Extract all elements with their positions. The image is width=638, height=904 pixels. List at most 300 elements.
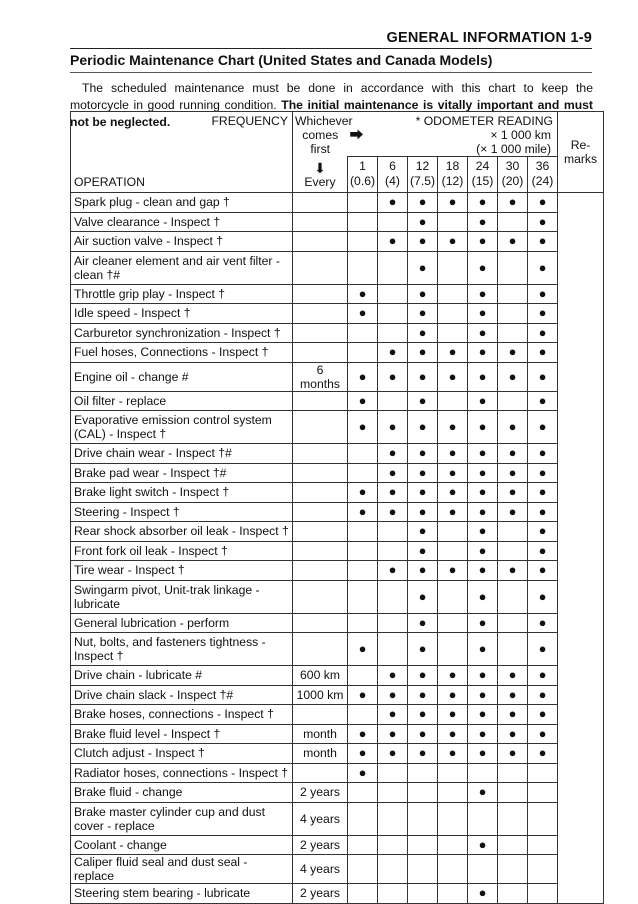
interval-mark: ● — [408, 580, 438, 613]
table-row — [71, 411, 604, 444]
remarks-label-1: Re- — [570, 138, 591, 152]
interval-mark: ● — [378, 362, 408, 391]
interval-mark: ● — [498, 343, 528, 363]
interval-mark: ● — [498, 666, 528, 686]
interval-mark: ● — [438, 666, 468, 686]
interval-mark: ● — [438, 724, 468, 744]
every-cell — [293, 391, 348, 411]
interval-mark: ● — [438, 463, 468, 483]
operation-cell: Coolant - change — [71, 835, 293, 855]
interval-mark: ● — [468, 232, 498, 252]
operation-cell: Drive chain wear - Inspect †# — [71, 444, 293, 464]
interval-empty — [438, 304, 468, 324]
every-cell — [293, 251, 348, 284]
section-header: GENERAL INFORMATION 1-9 — [386, 30, 592, 46]
interval-mark: ● — [378, 411, 408, 444]
every-cell — [293, 541, 348, 561]
interval-empty — [348, 855, 378, 884]
every-cell — [293, 193, 348, 213]
table-row — [71, 304, 604, 324]
odometer-km-value: 1 — [359, 159, 366, 173]
interval-mark: ● — [528, 724, 558, 744]
interval-mark: ● — [408, 633, 438, 666]
interval-mark: ● — [378, 705, 408, 725]
interval-empty — [528, 802, 558, 835]
interval-mark: ● — [348, 724, 378, 744]
operation-cell: Carburetor synchronization - Inspect † — [71, 323, 293, 343]
interval-mark: ● — [468, 522, 498, 542]
interval-empty — [408, 802, 438, 835]
operation-cell: Air cleaner element and air vent filter - clean †# — [71, 251, 293, 284]
interval-empty — [438, 783, 468, 803]
interval-mark: ● — [408, 444, 438, 464]
odometer-mile-value: (7.5) — [410, 174, 436, 188]
interval-empty — [498, 212, 528, 232]
remarks-cell — [558, 685, 604, 705]
interval-mark: ● — [468, 444, 498, 464]
every-cell: month — [293, 744, 348, 764]
every-cell — [293, 304, 348, 324]
intro-bold-text: The initial maintenance is vitally important and must not be neglected. — [70, 98, 593, 129]
every-cell — [293, 232, 348, 252]
interval-mark: ● — [378, 685, 408, 705]
interval-empty — [498, 613, 528, 633]
interval-empty — [498, 522, 528, 542]
interval-empty — [348, 666, 378, 686]
interval-empty — [378, 323, 408, 343]
remarks-cell — [558, 232, 604, 252]
table-row — [71, 391, 604, 411]
every-cell: 4 years — [293, 855, 348, 884]
remarks-cell — [558, 724, 604, 744]
interval-empty — [438, 391, 468, 411]
odometer-mile-value: (15) — [471, 174, 494, 188]
interval-mark: ● — [468, 323, 498, 343]
table-row — [71, 666, 604, 686]
interval-mark: ● — [468, 835, 498, 855]
odometer-label: * ODOMETER READING — [415, 114, 554, 128]
odometer-header — [348, 112, 558, 157]
operation-cell: Steering - Inspect † — [71, 502, 293, 522]
every-cell — [293, 343, 348, 363]
interval-mark: ● — [528, 705, 558, 725]
interval-empty — [348, 232, 378, 252]
every-cell: 2 years — [293, 783, 348, 803]
remarks-header — [558, 112, 604, 193]
interval-mark: ● — [468, 463, 498, 483]
interval-mark: ● — [468, 783, 498, 803]
header-rule — [70, 48, 592, 49]
every-cell — [293, 613, 348, 633]
odometer-mile-value: (4) — [385, 174, 400, 188]
operation-cell: Radiator hoses, connections - Inspect † — [71, 763, 293, 783]
interval-mark: ● — [438, 561, 468, 581]
remarks-cell — [558, 193, 604, 213]
km-unit-label: × 1 000 km — [490, 128, 552, 142]
interval-mark: ● — [528, 561, 558, 581]
remarks-cell — [558, 343, 604, 363]
interval-mark: ● — [498, 362, 528, 391]
table-row — [71, 763, 604, 783]
interval-mark: ● — [468, 391, 498, 411]
interval-empty — [498, 633, 528, 666]
interval-mark: ● — [348, 483, 378, 503]
odometer-km-value: 24 — [475, 159, 490, 173]
operation-cell: Caliper fluid seal and dust seal - replace — [71, 855, 293, 884]
interval-empty — [378, 763, 408, 783]
interval-empty — [528, 763, 558, 783]
table-row — [71, 744, 604, 764]
table-row — [71, 613, 604, 633]
interval-mark: ● — [528, 613, 558, 633]
interval-empty — [408, 763, 438, 783]
remarks-cell — [558, 522, 604, 542]
interval-empty — [348, 783, 378, 803]
interval-mark: ● — [498, 685, 528, 705]
interval-mark: ● — [408, 561, 438, 581]
interval-mark: ● — [498, 463, 528, 483]
interval-empty — [378, 884, 408, 904]
interval-mark: ● — [408, 724, 438, 744]
every-cell — [293, 580, 348, 613]
interval-empty — [348, 323, 378, 343]
odometer-km-value: 36 — [535, 159, 550, 173]
every-cell — [293, 411, 348, 444]
interval-empty — [378, 251, 408, 284]
whichever-line-2: comes — [302, 128, 339, 142]
interval-mark: ● — [438, 193, 468, 213]
interval-mark: ● — [498, 744, 528, 764]
interval-mark: ● — [468, 362, 498, 391]
interval-mark: ● — [378, 193, 408, 213]
every-cell: 2 years — [293, 884, 348, 904]
interval-mark: ● — [438, 343, 468, 363]
interval-empty — [348, 444, 378, 464]
remarks-cell — [558, 362, 604, 391]
interval-mark: ● — [468, 541, 498, 561]
interval-mark: ● — [528, 483, 558, 503]
interval-empty — [438, 633, 468, 666]
odometer-km-value: 12 — [415, 159, 430, 173]
interval-mark: ● — [468, 304, 498, 324]
interval-mark: ● — [468, 685, 498, 705]
interval-mark: ● — [528, 212, 558, 232]
every-cell — [293, 323, 348, 343]
interval-mark: ● — [348, 284, 378, 304]
interval-mark: ● — [528, 444, 558, 464]
whichever-line-3: first — [310, 142, 331, 156]
interval-mark: ● — [408, 522, 438, 542]
interval-empty — [378, 835, 408, 855]
interval-empty — [498, 884, 528, 904]
interval-empty — [528, 835, 558, 855]
operation-cell: Fuel hoses, Connections - Inspect † — [71, 343, 293, 363]
interval-mark: ● — [378, 463, 408, 483]
remarks-cell — [558, 835, 604, 855]
odometer-column-header — [468, 157, 498, 193]
interval-mark: ● — [528, 666, 558, 686]
every-cell: 6 months — [293, 362, 348, 391]
interval-mark: ● — [528, 541, 558, 561]
odometer-column-header — [408, 157, 438, 193]
interval-mark: ● — [378, 444, 408, 464]
table-row — [71, 343, 604, 363]
table-row — [71, 284, 604, 304]
operation-cell: Nut, bolts, and fasteners tightness - Inspect † — [71, 633, 293, 666]
interval-mark: ● — [528, 463, 558, 483]
interval-mark: ● — [498, 705, 528, 725]
interval-mark: ● — [378, 666, 408, 686]
interval-empty — [438, 284, 468, 304]
maintenance-chart — [70, 111, 604, 904]
remarks-cell — [558, 855, 604, 884]
remarks-cell — [558, 541, 604, 561]
interval-mark: ● — [498, 724, 528, 744]
interval-mark: ● — [438, 444, 468, 464]
interval-mark: ● — [348, 685, 378, 705]
table-row — [71, 212, 604, 232]
interval-mark: ● — [348, 304, 378, 324]
interval-empty — [378, 802, 408, 835]
interval-empty — [348, 580, 378, 613]
every-cell — [293, 284, 348, 304]
interval-empty — [348, 802, 378, 835]
interval-mark: ● — [528, 580, 558, 613]
interval-empty — [378, 284, 408, 304]
interval-empty — [528, 783, 558, 803]
table-row — [71, 580, 604, 613]
table-row — [71, 705, 604, 725]
interval-mark: ● — [408, 391, 438, 411]
every-cell: 600 km — [293, 666, 348, 686]
interval-empty — [438, 541, 468, 561]
table-row — [71, 193, 604, 213]
interval-mark: ● — [528, 685, 558, 705]
interval-mark: ● — [528, 411, 558, 444]
interval-empty — [408, 884, 438, 904]
interval-mark: ● — [468, 251, 498, 284]
interval-empty — [378, 613, 408, 633]
interval-mark: ● — [468, 633, 498, 666]
arrow-right-icon: ⮕ — [349, 127, 364, 143]
odometer-column-header — [498, 157, 528, 193]
odometer-column-header — [348, 157, 378, 193]
operation-cell: Clutch adjust - Inspect † — [71, 744, 293, 764]
interval-mark: ● — [498, 193, 528, 213]
operation-cell: Engine oil - change # — [71, 362, 293, 391]
arrow-down-icon: ⬇ — [314, 160, 326, 176]
interval-empty — [348, 613, 378, 633]
odometer-column-header — [438, 157, 468, 193]
mile-unit-label: (× 1 000 mile) — [476, 142, 552, 156]
operation-cell: Throttle grip play - Inspect † — [71, 284, 293, 304]
table-row — [71, 541, 604, 561]
interval-mark: ● — [468, 724, 498, 744]
interval-empty — [498, 835, 528, 855]
interval-mark: ● — [378, 232, 408, 252]
interval-empty — [438, 613, 468, 633]
interval-mark: ● — [528, 284, 558, 304]
interval-mark: ● — [408, 193, 438, 213]
interval-mark: ● — [408, 411, 438, 444]
table-row — [71, 855, 604, 884]
interval-empty — [348, 884, 378, 904]
operation-cell: Evaporative emission control system (CAL) - Inspect † — [71, 411, 293, 444]
operation-cell: Brake fluid - change — [71, 783, 293, 803]
interval-mark: ● — [468, 666, 498, 686]
whichever-header — [293, 112, 353, 157]
operation-header: OPERATION — [71, 157, 293, 193]
table-row — [71, 724, 604, 744]
interval-mark: ● — [528, 744, 558, 764]
table-row — [71, 463, 604, 483]
interval-mark: ● — [528, 343, 558, 363]
intro-text: The scheduled maintenance must be done in accordance with this chart to keep the motorcycle in good running condition. — [70, 81, 593, 112]
interval-empty — [438, 884, 468, 904]
operation-cell: Brake pad wear - Inspect †# — [71, 463, 293, 483]
every-cell — [293, 763, 348, 783]
operation-cell: Drive chain - lubricate # — [71, 666, 293, 686]
interval-empty — [408, 855, 438, 884]
interval-mark: ● — [468, 411, 498, 444]
interval-mark: ● — [438, 502, 468, 522]
remarks-cell — [558, 580, 604, 613]
odometer-mile-value: (24) — [531, 174, 554, 188]
interval-mark: ● — [408, 284, 438, 304]
table-row — [71, 802, 604, 835]
operation-cell: Rear shock absorber oil leak - Inspect † — [71, 522, 293, 542]
interval-mark: ● — [408, 362, 438, 391]
interval-mark: ● — [408, 304, 438, 324]
odometer-mile-value: (0.6) — [350, 174, 376, 188]
interval-mark: ● — [438, 705, 468, 725]
interval-mark: ● — [348, 362, 378, 391]
interval-empty — [438, 580, 468, 613]
interval-mark: ● — [468, 193, 498, 213]
page-title: Periodic Maintenance Chart (United States and Canada Models) — [70, 52, 493, 68]
interval-mark: ● — [408, 232, 438, 252]
interval-empty — [438, 522, 468, 542]
operation-cell: Brake master cylinder cup and dust cover - replace — [71, 802, 293, 835]
every-cell — [293, 463, 348, 483]
operation-cell: Brake hoses, connections - Inspect † — [71, 705, 293, 725]
every-cell — [293, 705, 348, 725]
remarks-cell — [558, 884, 604, 904]
table-row — [71, 251, 604, 284]
interval-mark: ● — [378, 502, 408, 522]
every-cell: 2 years — [293, 835, 348, 855]
table-row — [71, 835, 604, 855]
operation-cell: Brake fluid level - Inspect † — [71, 724, 293, 744]
interval-mark: ● — [528, 633, 558, 666]
odometer-km-value: 18 — [445, 159, 460, 173]
interval-mark: ● — [498, 561, 528, 581]
interval-empty — [348, 193, 378, 213]
interval-empty — [498, 304, 528, 324]
remarks-cell — [558, 463, 604, 483]
operation-cell: Air suction valve - Inspect † — [71, 232, 293, 252]
interval-empty — [348, 835, 378, 855]
interval-empty — [498, 783, 528, 803]
interval-empty — [438, 835, 468, 855]
odometer-km-value: 30 — [505, 159, 520, 173]
interval-mark: ● — [468, 483, 498, 503]
interval-empty — [498, 541, 528, 561]
operation-cell: Steering stem bearing - lubricate — [71, 884, 293, 904]
interval-empty — [348, 561, 378, 581]
interval-empty — [378, 633, 408, 666]
interval-mark: ● — [378, 744, 408, 764]
interval-mark: ● — [468, 284, 498, 304]
interval-empty — [498, 323, 528, 343]
table-row — [71, 444, 604, 464]
interval-empty — [378, 391, 408, 411]
table-row — [71, 232, 604, 252]
odometer-km-value: 6 — [389, 159, 396, 173]
interval-mark: ● — [438, 362, 468, 391]
interval-empty — [438, 802, 468, 835]
interval-mark: ● — [528, 391, 558, 411]
interval-mark: ● — [498, 502, 528, 522]
interval-empty — [498, 391, 528, 411]
interval-mark: ● — [438, 411, 468, 444]
odometer-column-header — [528, 157, 558, 193]
remarks-cell — [558, 666, 604, 686]
interval-mark: ● — [408, 705, 438, 725]
interval-empty — [498, 284, 528, 304]
interval-mark: ● — [498, 483, 528, 503]
interval-mark: ● — [528, 323, 558, 343]
remarks-cell — [558, 705, 604, 725]
interval-mark: ● — [408, 685, 438, 705]
interval-empty — [348, 705, 378, 725]
table-row — [71, 502, 604, 522]
remarks-cell — [558, 323, 604, 343]
interval-empty — [438, 855, 468, 884]
interval-mark: ● — [468, 705, 498, 725]
operation-cell: Tire wear - Inspect † — [71, 561, 293, 581]
every-cell — [293, 483, 348, 503]
interval-empty — [378, 212, 408, 232]
interval-mark: ● — [438, 483, 468, 503]
remarks-cell — [558, 744, 604, 764]
interval-empty — [378, 304, 408, 324]
table-row — [71, 362, 604, 391]
interval-mark: ● — [408, 343, 438, 363]
interval-mark: ● — [468, 580, 498, 613]
interval-mark: ● — [468, 343, 498, 363]
table-row — [71, 522, 604, 542]
every-cell: 4 years — [293, 802, 348, 835]
every-cell — [293, 633, 348, 666]
interval-mark: ● — [348, 502, 378, 522]
interval-mark: ● — [378, 343, 408, 363]
interval-mark: ● — [468, 613, 498, 633]
remarks-label-2: marks — [563, 152, 598, 166]
interval-mark: ● — [528, 502, 558, 522]
table-row — [71, 483, 604, 503]
odometer-mile-value: (12) — [441, 174, 464, 188]
interval-mark: ● — [528, 193, 558, 213]
operation-cell: Oil filter - replace — [71, 391, 293, 411]
interval-empty — [378, 580, 408, 613]
interval-empty — [438, 323, 468, 343]
table-row — [71, 633, 604, 666]
interval-mark: ● — [408, 251, 438, 284]
interval-mark: ● — [468, 744, 498, 764]
interval-mark: ● — [408, 613, 438, 633]
interval-mark: ● — [408, 212, 438, 232]
